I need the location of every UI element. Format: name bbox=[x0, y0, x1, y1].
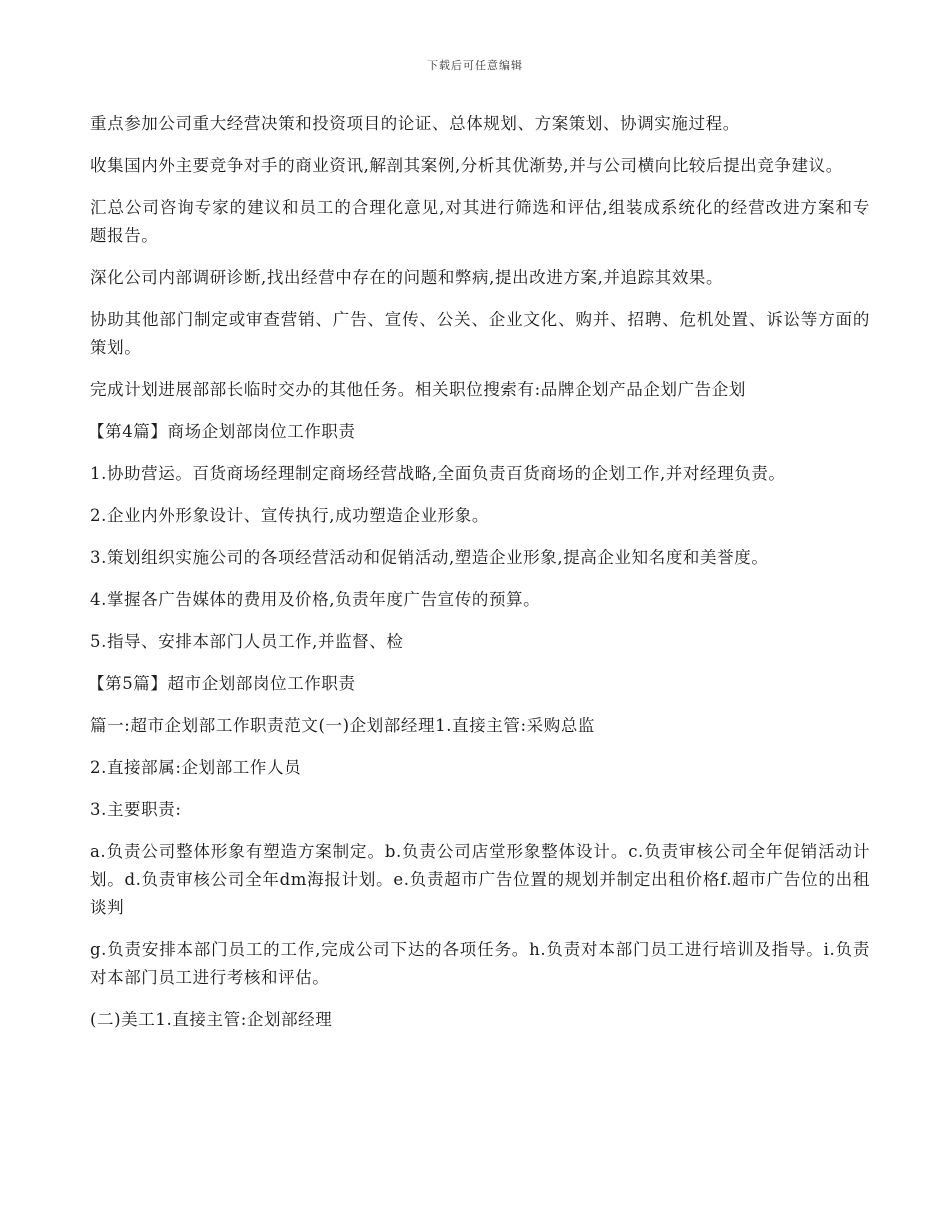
paragraph: 收集国内外主要竞争对手的商业资讯,解剖其案例,分析其优渐势,并与公司横向比较后提出竞争建议。 bbox=[90, 156, 843, 175]
paragraph: 2.直接部属:企划部工作人员 bbox=[90, 758, 302, 777]
paragraph: g.负责安排本部门员工的工作,完成公司下达的各项任务。h.负责对本部门员工进行培训及指导。i.负责对本部门员工进行考核和评估。 bbox=[90, 940, 870, 987]
document-body bbox=[90, 110, 870, 1048]
paragraph: 2.企业内外形象设计、宣传执行,成功塑造企业形象。 bbox=[90, 506, 489, 525]
paragraph: 篇一:超市企划部工作职责范文(一)企划部经理1.直接主管:采购总监 bbox=[90, 716, 596, 735]
paragraph: a.负责公司整体形象有塑造方案制定。b.负责公司店堂形象整体设计。c.负责审核公司全年促销活动计划。d.负责审核公司全年dm海报计划。e.负责超市广告位置的规划并制定出租价格f.超市广告位的出租谈判 bbox=[90, 842, 870, 917]
paragraph: 汇总公司咨询专家的建议和员工的合理化意见,对其进行筛选和评估,组装成系统化的经营改进方案和专题报告。 bbox=[90, 198, 870, 245]
paragraph: (二)美工1.直接主管:企划部经理 bbox=[90, 1010, 333, 1029]
page-header: 下载后可任意编辑 bbox=[427, 59, 523, 72]
paragraph: 3.策划组织实施公司的各项经营活动和促销活动,塑造企业形象,提高企业知名度和美誉度。 bbox=[90, 548, 769, 567]
paragraph: 重点参加公司重大经营决策和投资项目的论证、总体规划、方案策划、协调实施过程。 bbox=[90, 114, 740, 133]
paragraph: 5.指导、安排本部门人员工作,并监督、检 bbox=[90, 632, 404, 651]
paragraph: 深化公司内部调研诊断,找出经营中存在的问题和弊病,提出改进方案,并追踪其效果。 bbox=[90, 268, 724, 287]
section-heading: 【第5篇】超市企划部岗位工作职责 bbox=[88, 674, 356, 693]
paragraph: 3.主要职责: bbox=[90, 800, 182, 819]
paragraph: 4.掌握各广告媒体的费用及价格,负责年度广告宣传的预算。 bbox=[90, 590, 541, 609]
paragraph: 1.协助营运。百货商场经理制定商场经营战略,全面负责百货商场的企划工作,并对经理负责。 bbox=[90, 464, 786, 483]
paragraph: 完成计划进展部部长临时交办的其他任务。相关职位搜索有:品牌企划产品企划广告企划 bbox=[90, 380, 746, 399]
section-heading: 【第4篇】商场企划部岗位工作职责 bbox=[88, 422, 356, 441]
paragraph: 协助其他部门制定或审查营销、广告、宣传、公关、企业文化、购并、招聘、危机处置、诉讼等方面的策划。 bbox=[90, 310, 870, 357]
